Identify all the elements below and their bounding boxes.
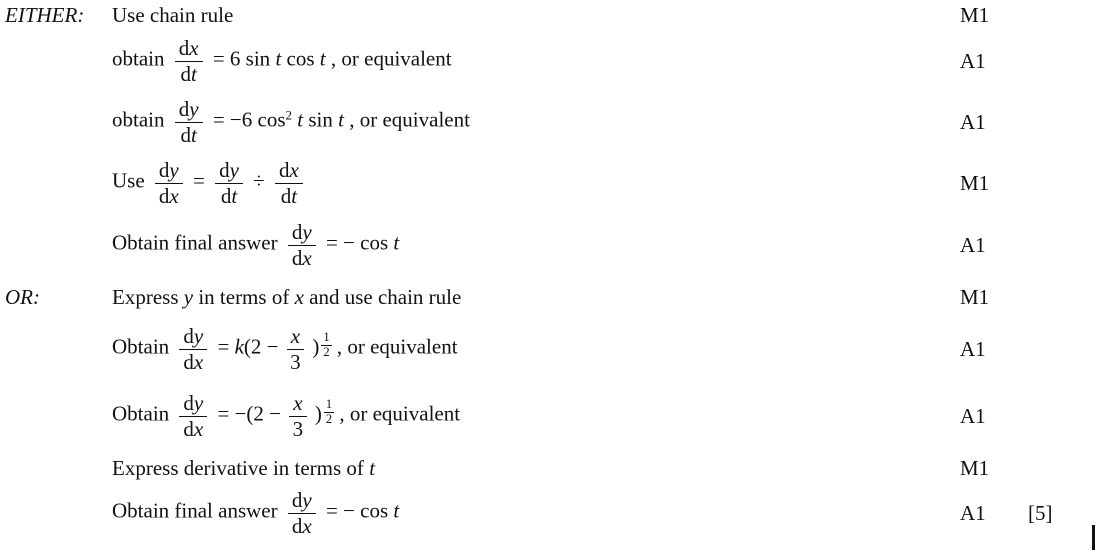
step-prefix: Obtain final answer <box>112 498 278 523</box>
step-suffix: , or equivalent <box>325 46 452 71</box>
fraction-denominator: dt <box>180 122 197 147</box>
division-sign: ÷ <box>253 168 265 193</box>
fraction-denominator: dx <box>291 513 312 538</box>
fraction-denominator: dx <box>183 349 204 374</box>
open-paren-expr: (2 − <box>243 334 279 359</box>
math-line <box>112 392 960 439</box>
step-suffix: , or equivalent <box>343 107 470 132</box>
variable-t: t <box>338 107 344 132</box>
scheme-row-step <box>0 92 1100 152</box>
scheme-row-step <box>0 484 1100 542</box>
exponent-numerator: 1 <box>323 329 330 344</box>
variable-t: t <box>319 46 326 71</box>
equation-part: = − cos <box>325 230 394 255</box>
fraction-numerator: dy <box>175 98 203 122</box>
fraction-numerator: dx <box>175 37 203 61</box>
mark-label: M1 <box>960 170 990 195</box>
step-description: Use chain rule <box>112 2 234 27</box>
mark-label: A1 <box>960 500 986 525</box>
equation-part: = −6 cos <box>212 107 286 132</box>
fraction-denominator: dx <box>183 416 204 441</box>
math-line <box>112 489 960 536</box>
fraction-dy-dx <box>155 159 183 206</box>
fraction-numerator: x <box>287 325 304 349</box>
variable-y: y <box>183 284 194 309</box>
total-marks: [5] <box>1028 500 1053 525</box>
fraction-numerator: dy <box>288 489 316 513</box>
fraction-numerator: x <box>289 392 306 416</box>
math-line <box>112 159 960 206</box>
variable-t: t <box>275 46 282 71</box>
math-line <box>112 325 960 372</box>
scheme-row-step <box>0 214 1100 276</box>
exponent-denominator: 2 <box>325 411 333 426</box>
close-paren: ) <box>314 401 322 426</box>
exponent-one-half <box>321 331 331 360</box>
math-line <box>112 98 960 145</box>
variable-t: t <box>393 498 400 523</box>
fraction-numerator: dy <box>215 159 243 183</box>
mark-label: A1 <box>960 48 986 73</box>
scheme-row-or <box>0 276 1100 318</box>
step-prefix: Obtain final answer <box>112 230 278 255</box>
variable-t: t <box>393 230 400 255</box>
fraction-denominator: dt <box>180 61 197 86</box>
fraction-dx-dt <box>275 159 303 206</box>
fraction-numerator: dy <box>179 325 207 349</box>
mark-label: A1 <box>960 403 986 428</box>
exponent-numerator: 1 <box>325 396 333 411</box>
constant-k: k <box>234 334 244 359</box>
fraction-denominator: dt <box>220 183 238 208</box>
text-cursor <box>1092 525 1095 550</box>
fraction-denominator: dx <box>158 183 179 208</box>
equation-part: = − <box>217 401 247 426</box>
math-line <box>112 221 960 268</box>
mark-label: M1 <box>960 2 990 27</box>
scheme-row-step <box>0 380 1100 452</box>
alternative-label-either: EITHER: <box>5 2 85 27</box>
fraction-x-3 <box>289 392 306 439</box>
step-prefix: obtain <box>112 107 165 132</box>
scheme-row-step <box>0 152 1100 214</box>
exponent-2: 2 <box>285 107 293 123</box>
step-suffix: , or equivalent <box>331 334 458 359</box>
variable-x: x <box>294 284 304 309</box>
mark-label: A1 <box>960 336 986 361</box>
alternative-label-or: OR: <box>5 284 40 309</box>
equals-sign: = <box>217 334 235 359</box>
fraction-dy-dt <box>175 98 203 145</box>
equation-part: = − cos <box>325 498 394 523</box>
scheme-row-step <box>0 318 1100 380</box>
mark-label: M1 <box>960 284 990 309</box>
fraction-denominator: 3 <box>290 349 301 374</box>
fraction-numerator: dy <box>288 221 316 245</box>
fraction-denominator: dx <box>291 245 312 270</box>
fraction-dy-dx <box>179 392 207 439</box>
variable-t: t <box>369 455 376 480</box>
open-paren-expr: (2 − <box>246 401 282 426</box>
variable-t: t <box>292 107 309 132</box>
step-text <box>112 285 960 310</box>
math-line <box>112 37 960 84</box>
step-prefix: Obtain <box>112 401 170 426</box>
fraction-dy-dx <box>288 489 316 536</box>
fraction-x-3 <box>287 325 304 372</box>
fraction-denominator: 3 <box>292 416 304 441</box>
mark-label: M1 <box>960 455 990 480</box>
step-text <box>112 456 960 481</box>
fraction-numerator: dy <box>155 159 183 183</box>
equation-part: = 6 sin <box>212 46 276 71</box>
fraction-dy-dx <box>288 221 316 268</box>
fraction-dy-dt <box>215 159 243 206</box>
step-prefix: Use <box>112 168 145 193</box>
step-description: and use chain rule <box>303 284 462 309</box>
step-prefix: obtain <box>112 46 165 71</box>
scheme-row-either <box>0 0 1100 30</box>
step-description: Express <box>112 284 184 309</box>
fraction-numerator: dy <box>179 392 207 416</box>
step-description: in terms of <box>193 284 295 309</box>
mark-label: A1 <box>960 109 986 134</box>
fraction-denominator: dt <box>280 183 298 208</box>
close-paren: ) <box>312 334 320 359</box>
scheme-row-step <box>0 452 1100 484</box>
equals-sign: = <box>193 168 205 193</box>
fraction-dx-dt <box>175 37 203 84</box>
fraction-numerator: dx <box>275 159 303 183</box>
step-description: Express derivative in terms of <box>112 455 370 480</box>
step-suffix: , or equivalent <box>334 401 461 426</box>
step-prefix: Obtain <box>112 334 170 359</box>
function-sin: sin <box>308 107 339 132</box>
function-cos: cos <box>281 46 320 71</box>
fraction-dy-dx <box>179 325 207 372</box>
scheme-row-step <box>0 30 1100 92</box>
exponent-one-half <box>324 398 334 427</box>
step-text <box>112 3 960 28</box>
exponent-denominator: 2 <box>323 344 330 359</box>
mark-label: A1 <box>960 232 986 257</box>
